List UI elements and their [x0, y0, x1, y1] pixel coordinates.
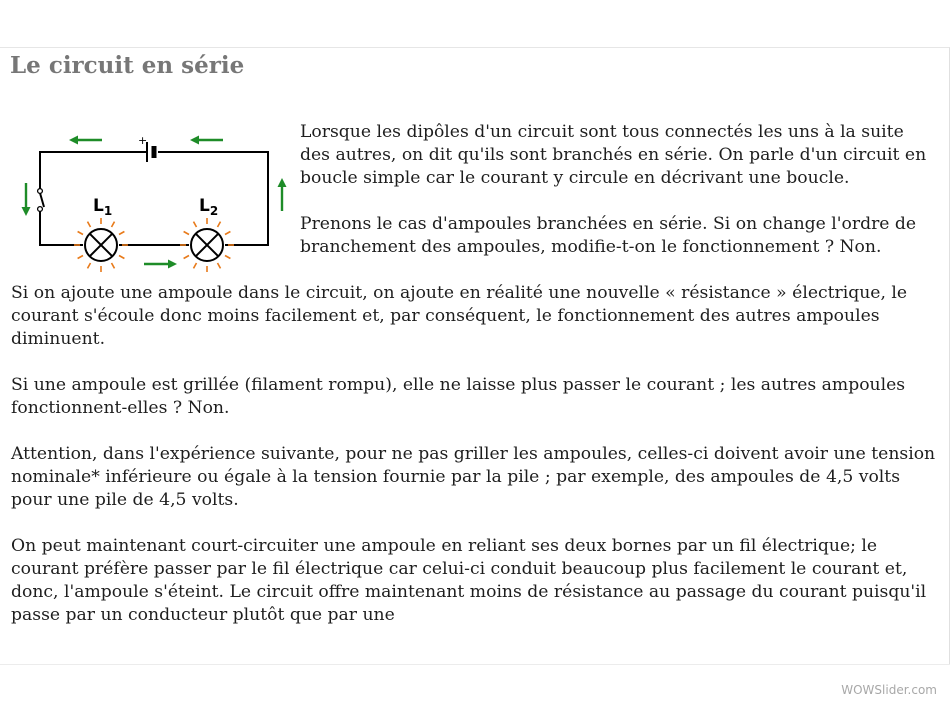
slide: [0, 47, 950, 665]
wire-left-bottom: [40, 209, 83, 245]
paragraph-5: Attention, dans l'expérience suivante, pour ne pas griller les ampoules, celles-ci doivent avoir une tension nominale* inférieure ou égale à la tension fournie par la pile ; par exemple, des ampoules de 4,5 volts pour une pile de 4,5 volts.: [11, 444, 936, 510]
arrow-right-up-icon: [278, 178, 287, 211]
paragraph-6: On peut maintenant court-circuiter une ampoule en reliant ses deux bornes par un fil électrique; le courant préfère passer par le fil électrique car celui-ci conduit beaucoup plus facilement le courant et, donc, l'ampoule s'éteint. Le circuit offre maintenant moins de résistance au passage du courant puisqu'il passe par un conducteur plutôt que par une: [11, 536, 927, 625]
page-title: Le circuit en série: [10, 52, 245, 79]
battery-icon: [147, 142, 154, 162]
arrow-bottom-right-icon: [144, 260, 177, 269]
top-margin: [0, 0, 950, 47]
lamp-l1-label: $L_1$: [93, 196, 113, 218]
arrow-top-left-icon: [69, 136, 102, 145]
circuit-wires: [40, 152, 268, 245]
switch-contact-top: [38, 189, 43, 194]
slider-footer: [0, 664, 950, 713]
wire-top-left: [40, 152, 147, 191]
battery-plus-sign: +: [138, 134, 148, 147]
switch-contact-bottom: [38, 207, 43, 212]
arrow-left-down-icon: [22, 183, 31, 216]
series-circuit-figure: [11, 121, 300, 275]
paragraph-1: Lorsque les dipôles d'un circuit sont tous connectés les uns à la suite des autres, on dit qu'ils sont branchés en série. On parle d'un circuit en boucle simple car le courant y circule en décrivant une boucle.: [300, 122, 927, 188]
series-circuit-diagram: [11, 121, 300, 275]
lamp-l2-icon: [191, 229, 223, 261]
lamp-l1-icon: [85, 229, 117, 261]
paragraph-4: Si une ampoule est grillée (filament rompu), elle ne laisse plus passer le courant ; les autres ampoules fonctionnent-elles ? Non.: [11, 375, 906, 418]
lamp-l2-label: $L_2$: [199, 196, 219, 218]
arrow-top-right-icon: [190, 136, 223, 145]
switch-blade: [40, 193, 44, 207]
paragraph-3: Si on ajoute une ampoule dans le circuit, on ajoute en réalité une nouvelle « résistance » électrique, le courant s'écoule donc moins facilement et, par conséquent, le fonctionnement des autres ampoules diminuent.: [11, 283, 908, 349]
watermark-link[interactable]: WOWSlider.com: [841, 683, 937, 697]
paragraph-2: Prenons le cas d'ampoules branchées en série. Si on change l'ordre de branchement des ampoules, modifie-t-on le fonctionnement ? Non.: [300, 214, 917, 257]
article-body: [11, 121, 939, 650]
